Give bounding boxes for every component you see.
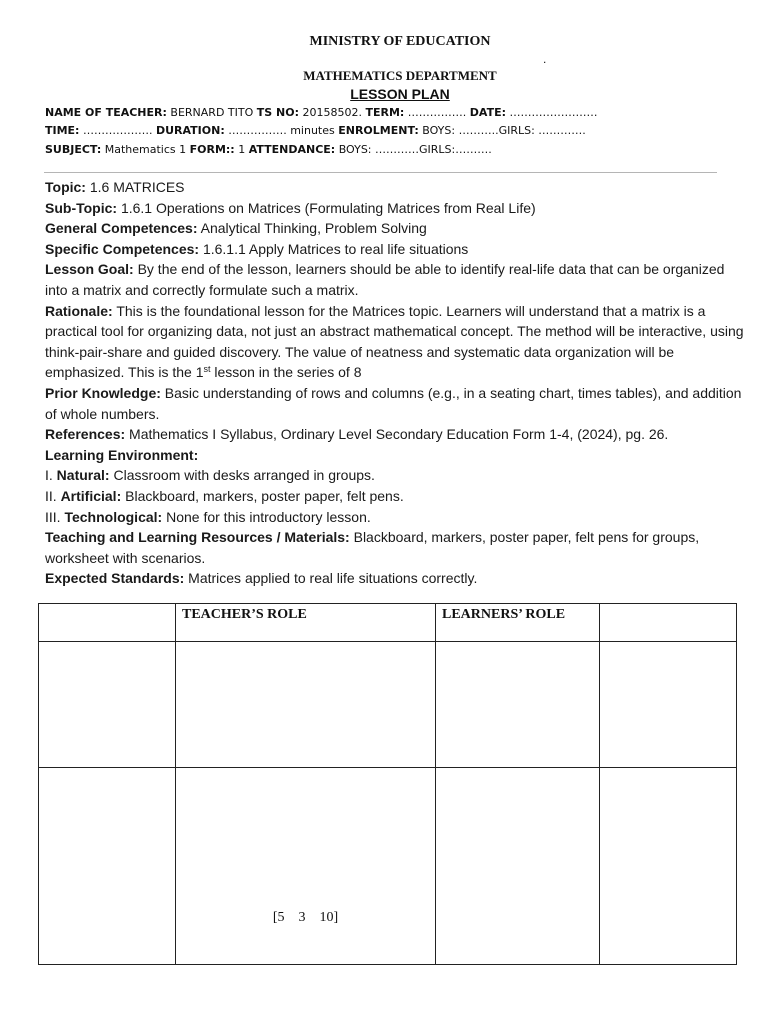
technological-value: None for this introductory lesson. xyxy=(162,508,371,525)
table-cell-teacher xyxy=(176,767,436,964)
teacher-label: NAME OF TEACHER: xyxy=(45,106,167,119)
prior-knowledge-value: Basic understanding of rows and columns (e.g., in a seating chart, times tables), and addition of whole numbers. xyxy=(45,384,742,422)
info-line-subject xyxy=(45,143,745,156)
term-label: TERM: xyxy=(365,106,405,119)
resources-line xyxy=(45,527,745,568)
duration-value: ……………. minutes xyxy=(224,124,339,137)
table-header-row xyxy=(39,604,737,642)
duration-label: DURATION: xyxy=(155,124,225,137)
enrolment-label: ENROLMENT: xyxy=(338,124,419,137)
natural-value: Classroom with desks arranged in groups. xyxy=(109,467,375,484)
enrolment-value: BOYS: ………..GIRLS: …………. xyxy=(418,124,586,137)
topic-line xyxy=(45,177,745,198)
date-value: …………………… xyxy=(506,106,598,119)
subject-label: SUBJECT: xyxy=(45,143,102,156)
learning-environment-label: Learning Environment: xyxy=(45,446,199,463)
specific-competences-label: Specific Competences: xyxy=(45,240,200,257)
subtopic-label: Sub-Topic: xyxy=(45,199,118,216)
teacher-value: BERNARD TITO xyxy=(166,106,257,119)
expected-standards-label: Expected Standards: xyxy=(45,570,185,587)
natural-prefix: I. xyxy=(45,467,57,484)
lesson-content xyxy=(45,177,745,589)
term-value: ……………. xyxy=(404,106,470,119)
table-cell xyxy=(600,767,737,964)
row-matrix: [5 3 10] xyxy=(272,909,339,925)
form-value: 1 xyxy=(234,143,249,156)
date-label: DATE: xyxy=(469,106,507,119)
references-line xyxy=(45,424,745,445)
table-cell xyxy=(39,642,176,768)
lesson-goal-label: Lesson Goal: xyxy=(45,261,134,278)
teachers-role-header: TEACHER’S ROLE xyxy=(176,604,436,642)
stray-dot: . xyxy=(543,52,547,66)
lesson-stages-table xyxy=(38,603,737,965)
header-divider xyxy=(44,172,717,173)
learners-role-header: LEARNERS’ ROLE xyxy=(436,604,600,642)
rationale-label: Rationale: xyxy=(45,302,113,319)
table-cell xyxy=(600,642,737,768)
specific-competences-value: 1.6.1.1 Apply Matrices to real life situations xyxy=(199,240,469,257)
header-cell-assessment xyxy=(600,604,737,642)
artificial-label: Artificial: xyxy=(60,487,122,504)
artificial-line xyxy=(45,486,745,507)
general-competences-label: General Competences: xyxy=(45,220,198,237)
rationale-end: lesson in the series of 8 xyxy=(210,364,362,381)
form-label: FORM:: xyxy=(189,143,235,156)
learning-environment-line xyxy=(45,445,745,466)
references-value: Mathematics I Syllabus, Ordinary Level Secondary Education Form 1-4, (2024), pg. 26. xyxy=(125,426,669,443)
resources-value: Blackboard, markers, poster paper, felt pens for groups, worksheet with scenarios. xyxy=(45,529,700,566)
attendance-label: ATTENDANCE: xyxy=(248,143,336,156)
prior-knowledge-label: Prior Knowledge: xyxy=(45,384,161,401)
time-value: ………………. xyxy=(79,124,156,137)
table-row xyxy=(39,767,737,964)
specific-competences-line xyxy=(45,239,745,260)
natural-label: Natural: xyxy=(56,467,110,484)
lesson-goal-line xyxy=(45,259,745,300)
info-line-time xyxy=(45,124,745,137)
resources-label: Teaching and Learning Resources / Materials: xyxy=(45,529,350,546)
ts-label: TS NO: xyxy=(256,106,299,119)
rationale-line xyxy=(45,301,745,383)
table-cell xyxy=(436,642,600,768)
table-cell xyxy=(176,642,436,768)
subject-value: Mathematics 1 xyxy=(101,143,190,156)
technological-line xyxy=(45,507,745,528)
artificial-value: Blackboard, markers, poster paper, felt pens. xyxy=(121,487,404,504)
lesson-goal-value: By the end of the lesson, learners should be able to identify real-life data that can be organized into a matrix and correctly formulate such a matrix. xyxy=(45,261,725,298)
technological-prefix: III. xyxy=(45,508,65,525)
expected-standards-line xyxy=(45,568,745,589)
artificial-prefix: II. xyxy=(45,487,61,504)
topic-value: 1.6 MATRICES xyxy=(85,179,185,195)
expected-standards-value: Matrices applied to real life situations correctly. xyxy=(184,570,478,587)
table-cell xyxy=(436,767,600,964)
general-competences-line xyxy=(45,218,745,239)
topic-label: Topic: xyxy=(45,179,86,195)
table-cell xyxy=(39,767,176,964)
info-line-teacher xyxy=(45,106,745,119)
rationale-superscript: st xyxy=(203,364,211,375)
natural-line xyxy=(45,465,745,486)
subtopic-value: 1.6.1 Operations on Matrices (Formulating Matrices from Real Life) xyxy=(117,199,536,216)
ministry-heading: MINISTRY OF EDUCATION xyxy=(309,34,491,49)
references-label: References: xyxy=(45,426,126,443)
rationale-value: This is the foundational lesson for the Matrices topic. Learners will understand that a matrix is a practical tool for organizing data, not just an abstract mathematical concept. The method will be interactive, using think-pair-share and guided discovery. The value of neatness and systematic data organization will be emphasized. This is the 1 xyxy=(45,302,744,381)
prior-knowledge-line xyxy=(45,383,745,424)
department-heading: MATHEMATICS DEPARTMENT xyxy=(303,68,497,83)
time-label: TIME: xyxy=(45,124,80,137)
ts-value: 20158502. xyxy=(298,106,366,119)
table-row xyxy=(39,642,737,768)
header-cell-stage xyxy=(39,604,176,642)
lesson-plan-title: LESSON PLAN xyxy=(350,86,450,102)
technological-label: Technological: xyxy=(64,508,163,525)
attendance-value: BOYS: …………GIRLS:………. xyxy=(335,143,492,156)
general-competences-value: Analytical Thinking, Problem Solving xyxy=(197,220,427,237)
subtopic-line xyxy=(45,198,745,219)
